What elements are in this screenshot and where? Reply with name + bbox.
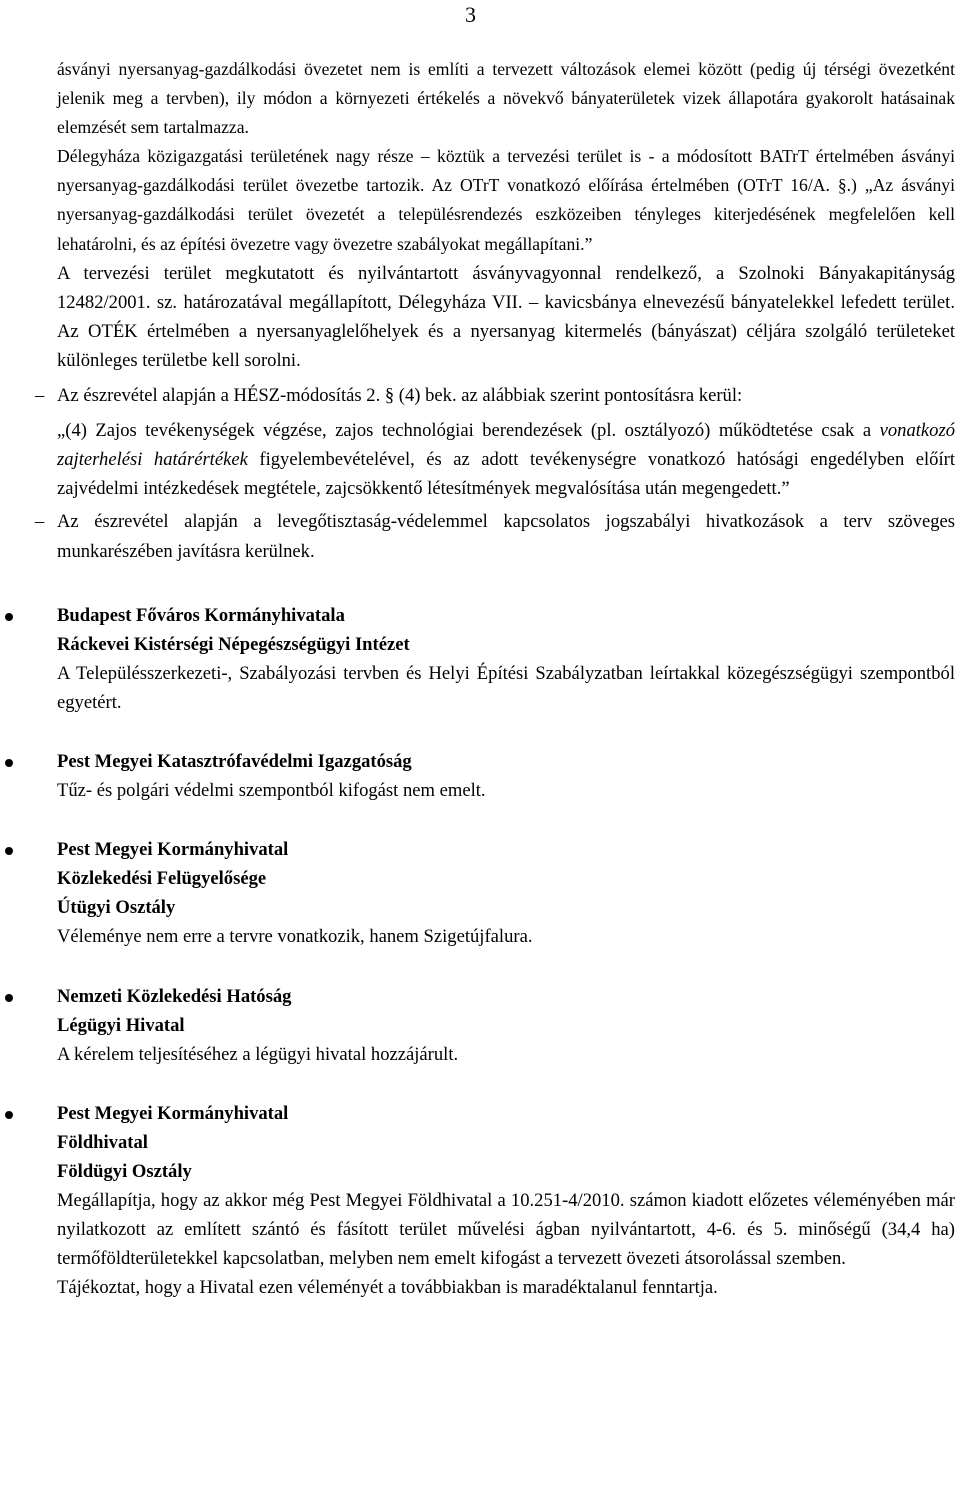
section-legugyi-hivatal: [57, 982, 955, 1069]
document-body: [35, 55, 955, 1302]
quoted-regulation: [57, 416, 955, 503]
section-budapest-kormanyhivatal: [57, 601, 955, 717]
section-subtitle: Földhivatal: [57, 1131, 148, 1153]
dash-marker: –: [35, 511, 45, 533]
section-title: Pest Megyei Katasztrófavédelmi Igazgatóság: [57, 750, 412, 772]
section-kozlekedesi-felugyelo: [57, 835, 955, 951]
intro-paragraph-3: A tervezési terület megkutatott és nyilvántartott ásványvagyonnal rendelkező, a Szolnoki Bányakapitányság 12482/2001. sz. határozatával megállapított, Délegyháza VII. – kavicsbánya elnevezésű bányatelekkel lefedett terület. Az OTÉK értelmében a nyersanyaglelőhelyek és a nyersanyag kitermelés (bányászat) céljára szolgáló területeket különleges területbe kell sorolni.: [57, 262, 955, 371]
dash-item-2: [35, 507, 955, 565]
page-number: 3: [465, 2, 476, 27]
section-title: Nemzeti Közlekedési Hatóság: [57, 985, 292, 1007]
section-subtitle: Ráckevei Kistérségi Népegészségügyi Intézet: [57, 633, 410, 655]
bullet-icon: [5, 847, 13, 855]
bullet-icon: [5, 613, 13, 621]
section-subtitle: Földügyi Osztály: [57, 1161, 192, 1182]
dash-item-1-text: Az észrevétel alapján a HÉSZ-módosítás 2. § (4) bek. az alábbiak szerint pontosításra kerül:: [57, 385, 743, 407]
intro-paragraph-1: ásványi nyersanyag-gazdálkodási övezetet nem is említi a tervezett változások elemei között (pedig új térségi övezetként jelenik meg a tervben), ily módon a környezeti értékelés a növekvő bányaterületek vizek állapotára gyakorolt hatásainak elemzését sem tartalmazza.: [57, 59, 955, 138]
section-text: A Településszerkezeti-, Szabályozási tervben és Helyi Építési Szabályzatban leírtakkal közegészségügyi szempontból egyetért.: [57, 662, 955, 713]
bullet-icon: [5, 759, 13, 767]
section-title: Budapest Főváros Kormányhivatala: [57, 604, 345, 626]
quote-part-2: figyelembevételével, és az adott tevékenységre vonatkozó hatósági engedélyben előírt zajvédelmi intézkedések megtétele, zajcsökkentő létesítmények megvalósítása után megengedett.”: [57, 449, 955, 500]
dash-item-2-text: Az észrevétel alapján a levegőtisztaság-védelemmel kapcsolatos jogszabályi hivatkozások a terv szöveges munkarészében javításra kerülnek.: [57, 511, 955, 562]
bullet-icon: [5, 1111, 13, 1119]
section-katasztrofavedelem: [57, 747, 955, 805]
section-text-2: Tájékoztat, hogy a Hivatal ezen véleményét a továbbiakban is maradéktalanul fenntartja.: [57, 1277, 718, 1299]
dash-item-1: [35, 381, 955, 410]
intro-paragraph-2: Délegyháza közigazgatási területének nagy része – köztük a tervezési terület is - a módosított BATrT értelmében ásványi nyersanyag-gazdálkodási terület övezetbe tartozik. Az OTrT vonatkozó előírása értelmében (OTrT 16/A. §.) „Az ásványi nyersanyag-gazdálkodási terület övezetét a településrendezés eszközeiben tényleges kiterjedésének megfelelően kell lehatárolni, és az építési övezetre vagy övezetre szabályokat megállapítani.”: [57, 146, 955, 254]
section-text: A kérelem teljesítéséhez a légügyi hivatal hozzájárult.: [57, 1043, 459, 1065]
section-text: Véleménye nem erre a tervre vonatkozik, hanem Szigetújfalura.: [57, 926, 533, 948]
dash-marker: –: [35, 385, 45, 407]
section-foldhivatal: [57, 1099, 955, 1303]
section-subtitle: Útügyi Osztály: [57, 897, 176, 919]
section-title: Pest Megyei Kormányhivatal: [57, 1102, 289, 1124]
quote-emphasis: vonatkozó zajterhelési határértékek: [57, 420, 955, 471]
section-text: Tűz- és polgári védelmi szempontból kifogást nem emelt.: [57, 780, 486, 802]
bullet-icon: [5, 994, 13, 1002]
section-subtitle: Légügyi Hivatal: [57, 1014, 185, 1036]
section-text: Megállapítja, hogy az akkor még Pest Megyei Földhivatal a 10.251-4/2010. számon kiadott előzetes véleményében már nyilatkozott az említett szántó és fásított terület művelési ágban nyilvántartott, 4-6. és 5. minőségű (34,4 ha) termőföldterületekkel kapcsolatban, melyben nem emelt kifogást a tervezett övezeti átsorolással szemben.: [57, 1190, 955, 1270]
quote-part-1: „(4) Zajos tevékenységek végzése, zajos technológiai berendezések (pl. osztályozó) működtetése csak a: [57, 420, 880, 442]
section-title: Pest Megyei Kormányhivatal: [57, 839, 289, 861]
section-subtitle: Közlekedési Felügyelősége: [57, 868, 267, 890]
